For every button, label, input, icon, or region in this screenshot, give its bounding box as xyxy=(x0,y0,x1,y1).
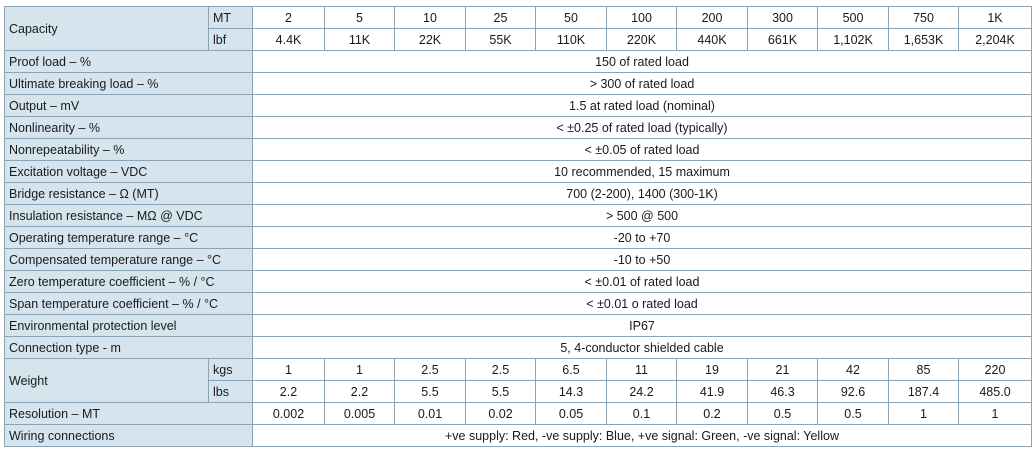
weight-row-kgs xyxy=(5,359,1032,381)
weight-unit-lbs: lbs xyxy=(209,381,253,403)
spec-row xyxy=(5,227,1032,249)
spec-table-body xyxy=(5,7,1032,447)
spec-value: IP67 xyxy=(253,315,1032,337)
spec-row xyxy=(5,293,1032,315)
spec-value: < ±0.25 of rated load (typically) xyxy=(253,117,1032,139)
spec-value: > 500 @ 500 xyxy=(253,205,1032,227)
spec-value: 150 of rated load xyxy=(253,51,1032,73)
resolution-cell: 0.1 xyxy=(607,403,677,425)
spec-label: Environmental protection level xyxy=(5,315,253,337)
resolution-cell: 0.01 xyxy=(395,403,466,425)
spec-value: > 300 of rated load xyxy=(253,73,1032,95)
spec-value: -10 to +50 xyxy=(253,249,1032,271)
capacity-mt-cell: 25 xyxy=(466,7,536,29)
weight-lbs-cell: 187.4 xyxy=(889,381,959,403)
capacity-lbf-cell: 661K xyxy=(748,29,818,51)
capacity-lbf-cell: 55K xyxy=(466,29,536,51)
capacity-row-mt xyxy=(5,7,1032,29)
spec-row xyxy=(5,95,1032,117)
resolution-cell: 0.2 xyxy=(677,403,748,425)
weight-lbs-cell: 24.2 xyxy=(607,381,677,403)
spec-label: Proof load – % xyxy=(5,51,253,73)
spec-label: Operating temperature range – °C xyxy=(5,227,253,249)
spec-label: Span temperature coefficient – % / °C xyxy=(5,293,253,315)
weight-kgs-cell: 85 xyxy=(889,359,959,381)
weight-unit-kgs: kgs xyxy=(209,359,253,381)
weight-lbs-cell: 14.3 xyxy=(536,381,607,403)
spec-row xyxy=(5,161,1032,183)
spec-row xyxy=(5,117,1032,139)
capacity-lbf-cell: 440K xyxy=(677,29,748,51)
spec-label: Compensated temperature range – °C xyxy=(5,249,253,271)
weight-label: Weight xyxy=(5,359,209,403)
spec-value: -20 to +70 xyxy=(253,227,1032,249)
wiring-label: Wiring connections xyxy=(5,425,253,447)
spec-row xyxy=(5,315,1032,337)
weight-kgs-cell: 1 xyxy=(253,359,325,381)
capacity-lbf-cell: 1,102K xyxy=(818,29,889,51)
weight-lbs-cell: 92.6 xyxy=(818,381,889,403)
capacity-mt-cell: 300 xyxy=(748,7,818,29)
weight-kgs-cell: 42 xyxy=(818,359,889,381)
spec-row xyxy=(5,183,1032,205)
resolution-cell: 0.005 xyxy=(325,403,395,425)
weight-lbs-cell: 46.3 xyxy=(748,381,818,403)
resolution-row xyxy=(5,403,1032,425)
spec-label: Output – mV xyxy=(5,95,253,117)
weight-lbs-cell: 485.0 xyxy=(959,381,1032,403)
resolution-cell: 0.5 xyxy=(818,403,889,425)
resolution-cell: 1 xyxy=(889,403,959,425)
spec-label: Excitation voltage – VDC xyxy=(5,161,253,183)
capacity-lbf-cell: 11K xyxy=(325,29,395,51)
capacity-mt-cell: 500 xyxy=(818,7,889,29)
wiring-row xyxy=(5,425,1032,447)
resolution-label: Resolution – MT xyxy=(5,403,253,425)
weight-lbs-cell: 2.2 xyxy=(253,381,325,403)
spec-row xyxy=(5,139,1032,161)
spec-value: < ±0.01 o rated load xyxy=(253,293,1032,315)
capacity-label: Capacity xyxy=(5,7,209,51)
resolution-cell: 0.05 xyxy=(536,403,607,425)
capacity-lbf-cell: 2,204K xyxy=(959,29,1032,51)
spec-label: Nonlinearity – % xyxy=(5,117,253,139)
weight-lbs-cell: 2.2 xyxy=(325,381,395,403)
capacity-mt-cell: 750 xyxy=(889,7,959,29)
weight-kgs-cell: 19 xyxy=(677,359,748,381)
resolution-cell: 0.02 xyxy=(466,403,536,425)
spec-row xyxy=(5,73,1032,95)
spec-label: Connection type - m xyxy=(5,337,253,359)
spec-table xyxy=(4,6,1032,447)
weight-lbs-cell: 41.9 xyxy=(677,381,748,403)
spec-label: Nonrepeatability – % xyxy=(5,139,253,161)
capacity-lbf-cell: 110K xyxy=(536,29,607,51)
resolution-cell: 0.002 xyxy=(253,403,325,425)
capacity-lbf-cell: 220K xyxy=(607,29,677,51)
capacity-mt-cell: 200 xyxy=(677,7,748,29)
wiring-value: +ve supply: Red, -ve supply: Blue, +ve signal: Green, -ve signal: Yellow xyxy=(253,425,1032,447)
capacity-mt-cell: 10 xyxy=(395,7,466,29)
weight-kgs-cell: 21 xyxy=(748,359,818,381)
capacity-lbf-cell: 22K xyxy=(395,29,466,51)
capacity-mt-cell: 50 xyxy=(536,7,607,29)
spec-label: Ultimate breaking load – % xyxy=(5,73,253,95)
capacity-mt-cell: 5 xyxy=(325,7,395,29)
spec-value: 1.5 at rated load (nominal) xyxy=(253,95,1032,117)
capacity-lbf-cell: 4.4K xyxy=(253,29,325,51)
resolution-cell: 1 xyxy=(959,403,1032,425)
capacity-mt-cell: 100 xyxy=(607,7,677,29)
spec-value: 5, 4-conductor shielded cable xyxy=(253,337,1032,359)
spec-row xyxy=(5,249,1032,271)
capacity-unit-lbf: lbf xyxy=(209,29,253,51)
spec-value: < ±0.01 of rated load xyxy=(253,271,1032,293)
weight-kgs-cell: 2.5 xyxy=(395,359,466,381)
weight-lbs-cell: 5.5 xyxy=(395,381,466,403)
spec-row xyxy=(5,205,1032,227)
spec-value: 700 (2-200), 1400 (300-1K) xyxy=(253,183,1032,205)
weight-kgs-cell: 2.5 xyxy=(466,359,536,381)
weight-kgs-cell: 6.5 xyxy=(536,359,607,381)
spec-row xyxy=(5,271,1032,293)
capacity-unit-mt: MT xyxy=(209,7,253,29)
spec-label: Bridge resistance – Ω (MT) xyxy=(5,183,253,205)
capacity-mt-cell: 1K xyxy=(959,7,1032,29)
weight-kgs-cell: 1 xyxy=(325,359,395,381)
spec-value: < ±0.05 of rated load xyxy=(253,139,1032,161)
weight-kgs-cell: 11 xyxy=(607,359,677,381)
spec-row xyxy=(5,51,1032,73)
capacity-mt-cell: 2 xyxy=(253,7,325,29)
resolution-cell: 0.5 xyxy=(748,403,818,425)
capacity-lbf-cell: 1,653K xyxy=(889,29,959,51)
weight-lbs-cell: 5.5 xyxy=(466,381,536,403)
spec-label: Insulation resistance – MΩ @ VDC xyxy=(5,205,253,227)
spec-table-container xyxy=(4,6,1032,447)
spec-row xyxy=(5,337,1032,359)
weight-kgs-cell: 220 xyxy=(959,359,1032,381)
spec-label: Zero temperature coefficient – % / °C xyxy=(5,271,253,293)
spec-value: 10 recommended, 15 maximum xyxy=(253,161,1032,183)
